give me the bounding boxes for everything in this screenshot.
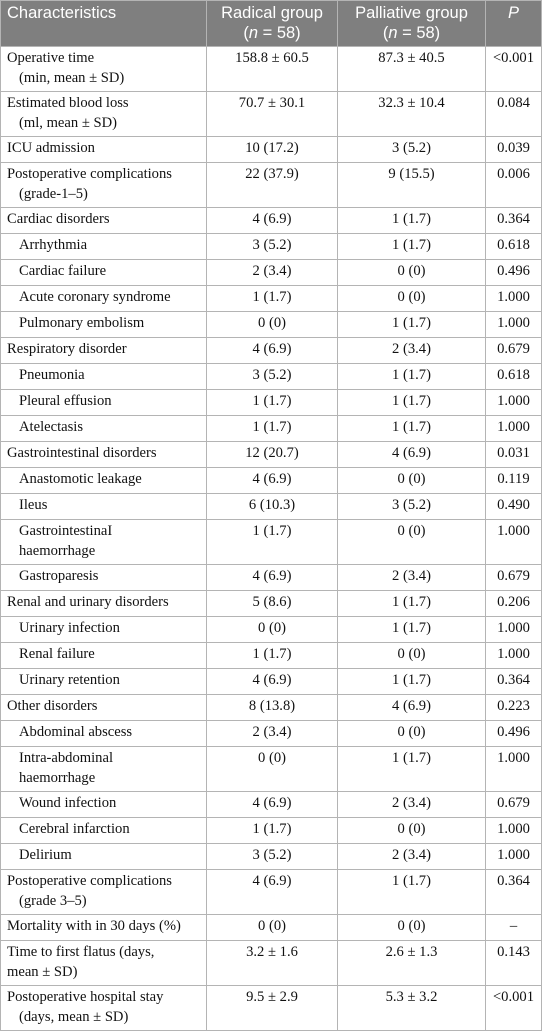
table-row bbox=[1, 669, 542, 695]
radical-group-value: 4 (6.9) bbox=[207, 468, 338, 494]
table-row bbox=[1, 137, 542, 163]
row-characteristic bbox=[1, 364, 207, 390]
palliative-group-value: 2 (3.4) bbox=[338, 792, 486, 818]
table-row bbox=[1, 792, 542, 818]
radical-group-value: 158.8 ± 60.5 bbox=[207, 47, 338, 92]
palliative-group-value: 0 (0) bbox=[338, 286, 486, 312]
characteristic-label: Arrhythmia bbox=[19, 237, 88, 253]
row-characteristic bbox=[1, 792, 207, 818]
table-row bbox=[1, 364, 542, 390]
p-value: 1.000 bbox=[486, 520, 542, 565]
table-row bbox=[1, 747, 542, 792]
characteristic-label: Cerebral infarction bbox=[19, 821, 130, 837]
radical-group-value: 1 (1.7) bbox=[207, 643, 338, 669]
table-row bbox=[1, 442, 542, 468]
radical-group-value: 1 (1.7) bbox=[207, 520, 338, 565]
characteristic-label: Renal and urinary disorders bbox=[7, 594, 169, 610]
row-characteristic bbox=[1, 941, 207, 986]
characteristic-label: Operative time bbox=[7, 50, 95, 66]
radical-group-value: 0 (0) bbox=[207, 915, 338, 941]
characteristic-sublabel: (days, mean ± SD) bbox=[19, 1008, 129, 1025]
palliative-group-value: 1 (1.7) bbox=[338, 390, 486, 416]
p-value: 0.039 bbox=[486, 137, 542, 163]
p-value: 0.496 bbox=[486, 260, 542, 286]
p-value: 0.618 bbox=[486, 234, 542, 260]
radical-group-value: 1 (1.7) bbox=[207, 286, 338, 312]
row-characteristic bbox=[1, 818, 207, 844]
p-value: 1.000 bbox=[486, 844, 542, 870]
row-characteristic bbox=[1, 643, 207, 669]
characteristic-label: Pleural effusion bbox=[19, 393, 112, 409]
table-row bbox=[1, 286, 542, 312]
table-row bbox=[1, 312, 542, 338]
p-value: 0.618 bbox=[486, 364, 542, 390]
table-row bbox=[1, 260, 542, 286]
p-value: 1.000 bbox=[486, 617, 542, 643]
p-value: 1.000 bbox=[486, 312, 542, 338]
characteristic-sublabel: (grade-1–5) bbox=[19, 185, 88, 202]
characteristic-label: Postoperative complications bbox=[7, 873, 172, 889]
table-row bbox=[1, 617, 542, 643]
table-row bbox=[1, 92, 542, 137]
row-characteristic bbox=[1, 286, 207, 312]
characteristic-label: Pneumonia bbox=[19, 367, 85, 383]
p-value: 1.000 bbox=[486, 818, 542, 844]
table-row bbox=[1, 844, 542, 870]
table-body bbox=[1, 47, 542, 1031]
palliative-group-value: 0 (0) bbox=[338, 915, 486, 941]
characteristic-label: Delirium bbox=[19, 847, 72, 863]
radical-group-value: 3 (5.2) bbox=[207, 234, 338, 260]
radical-group-value: 12 (20.7) bbox=[207, 442, 338, 468]
p-value: 1.000 bbox=[486, 643, 542, 669]
palliative-group-value: 32.3 ± 10.4 bbox=[338, 92, 486, 137]
header-p-value: P bbox=[486, 1, 542, 47]
p-value: 0.006 bbox=[486, 163, 542, 208]
radical-group-value: 4 (6.9) bbox=[207, 669, 338, 695]
row-characteristic bbox=[1, 721, 207, 747]
palliative-group-value: 1 (1.7) bbox=[338, 669, 486, 695]
row-characteristic bbox=[1, 416, 207, 442]
p-value: 0.364 bbox=[486, 208, 542, 234]
row-characteristic bbox=[1, 312, 207, 338]
palliative-group-value: 1 (1.7) bbox=[338, 591, 486, 617]
characteristic-label: Renal failure bbox=[19, 646, 95, 662]
radical-group-value: 8 (13.8) bbox=[207, 695, 338, 721]
row-characteristic bbox=[1, 915, 207, 941]
p-value: 0.031 bbox=[486, 442, 542, 468]
p-value: <0.001 bbox=[486, 986, 542, 1031]
radical-group-value: 1 (1.7) bbox=[207, 818, 338, 844]
p-value: – bbox=[486, 915, 542, 941]
row-characteristic bbox=[1, 986, 207, 1031]
row-characteristic bbox=[1, 747, 207, 792]
table-row bbox=[1, 870, 542, 915]
characteristic-label: GastrointestinaI bbox=[19, 523, 113, 539]
table-row bbox=[1, 591, 542, 617]
radical-group-value: 3 (5.2) bbox=[207, 364, 338, 390]
row-characteristic bbox=[1, 137, 207, 163]
table-row bbox=[1, 721, 542, 747]
characteristic-label: Urinary infection bbox=[19, 620, 120, 636]
palliative-group-value: 1 (1.7) bbox=[338, 617, 486, 643]
characteristic-sublabel: (grade 3–5) bbox=[19, 892, 87, 909]
table-row bbox=[1, 390, 542, 416]
characteristic-sublabel: mean ± SD) bbox=[7, 963, 78, 980]
table-row bbox=[1, 416, 542, 442]
header-palliative-n-label: n bbox=[388, 24, 398, 42]
radical-group-value: 6 (10.3) bbox=[207, 494, 338, 520]
radical-group-value: 0 (0) bbox=[207, 312, 338, 338]
radical-group-value: 9.5 ± 2.9 bbox=[207, 986, 338, 1031]
radical-group-value: 22 (37.9) bbox=[207, 163, 338, 208]
table-row bbox=[1, 695, 542, 721]
row-characteristic bbox=[1, 844, 207, 870]
radical-group-value: 4 (6.9) bbox=[207, 565, 338, 591]
characteristic-label: Postoperative hospital stay bbox=[7, 989, 164, 1005]
header-radical-n: = 58) bbox=[258, 24, 301, 42]
table-row bbox=[1, 643, 542, 669]
p-value: 1.000 bbox=[486, 390, 542, 416]
characteristic-sublabel: (ml, mean ± SD) bbox=[19, 114, 117, 131]
header-radical-label: Radical group bbox=[221, 4, 323, 22]
p-value: 0.364 bbox=[486, 669, 542, 695]
radical-group-value: 4 (6.9) bbox=[207, 208, 338, 234]
row-characteristic bbox=[1, 442, 207, 468]
palliative-group-value: 1 (1.7) bbox=[338, 208, 486, 234]
row-characteristic bbox=[1, 47, 207, 92]
palliative-group-value: 0 (0) bbox=[338, 260, 486, 286]
p-value: 0.679 bbox=[486, 565, 542, 591]
palliative-group-value: 0 (0) bbox=[338, 818, 486, 844]
row-characteristic bbox=[1, 494, 207, 520]
characteristic-label: Abdominal abscess bbox=[19, 724, 133, 740]
characteristic-sublabel: (min, mean ± SD) bbox=[19, 69, 125, 86]
header-characteristics: Characteristics bbox=[1, 1, 207, 47]
characteristic-label: Intra-abdominal bbox=[19, 750, 114, 766]
radical-group-value: 2 (3.4) bbox=[207, 260, 338, 286]
palliative-group-value: 9 (15.5) bbox=[338, 163, 486, 208]
palliative-group-value: 0 (0) bbox=[338, 721, 486, 747]
characteristic-label: Respiratory disorder bbox=[7, 341, 127, 357]
table-row bbox=[1, 818, 542, 844]
row-characteristic bbox=[1, 565, 207, 591]
characteristic-label: Mortality with in 30 days (%) bbox=[7, 918, 181, 934]
characteristic-label: Wound infection bbox=[19, 795, 117, 811]
characteristic-label: Time to first flatus (days, bbox=[7, 944, 155, 960]
row-characteristic bbox=[1, 520, 207, 565]
row-characteristic bbox=[1, 695, 207, 721]
p-value: 0.679 bbox=[486, 338, 542, 364]
row-characteristic bbox=[1, 234, 207, 260]
radical-group-value: 10 (17.2) bbox=[207, 137, 338, 163]
palliative-group-value: 3 (5.2) bbox=[338, 494, 486, 520]
palliative-group-value: 1 (1.7) bbox=[338, 364, 486, 390]
table-row bbox=[1, 338, 542, 364]
palliative-group-value: 2 (3.4) bbox=[338, 565, 486, 591]
p-value: 0.496 bbox=[486, 721, 542, 747]
palliative-group-value: 1 (1.7) bbox=[338, 870, 486, 915]
characteristic-label: Other disorders bbox=[7, 698, 98, 714]
row-characteristic bbox=[1, 163, 207, 208]
radical-group-value: 3.2 ± 1.6 bbox=[207, 941, 338, 986]
table-row bbox=[1, 520, 542, 565]
p-value: 0.490 bbox=[486, 494, 542, 520]
characteristic-label: Cardiac disorders bbox=[7, 211, 110, 227]
row-characteristic bbox=[1, 260, 207, 286]
palliative-group-value: 0 (0) bbox=[338, 520, 486, 565]
p-value: 1.000 bbox=[486, 747, 542, 792]
palliative-group-value: 87.3 ± 40.5 bbox=[338, 47, 486, 92]
palliative-group-value: 1 (1.7) bbox=[338, 416, 486, 442]
header-palliative-label: Palliative group bbox=[355, 4, 468, 22]
characteristic-label: Atelectasis bbox=[19, 419, 84, 435]
radical-group-value: 70.7 ± 30.1 bbox=[207, 92, 338, 137]
characteristic-label: Gastroparesis bbox=[19, 568, 99, 584]
characteristic-label: Ileus bbox=[19, 497, 48, 513]
p-value: 1.000 bbox=[486, 286, 542, 312]
radical-group-value: 1 (1.7) bbox=[207, 416, 338, 442]
palliative-group-value: 2 (3.4) bbox=[338, 844, 486, 870]
radical-group-value: 3 (5.2) bbox=[207, 844, 338, 870]
palliative-group-value: 0 (0) bbox=[338, 468, 486, 494]
table-row bbox=[1, 234, 542, 260]
radical-group-value: 4 (6.9) bbox=[207, 792, 338, 818]
palliative-group-value: 4 (6.9) bbox=[338, 695, 486, 721]
palliative-group-value: 2 (3.4) bbox=[338, 338, 486, 364]
radical-group-value: 4 (6.9) bbox=[207, 870, 338, 915]
header-palliative-group: Palliative group (n = 58) bbox=[338, 1, 486, 47]
p-value: 0.084 bbox=[486, 92, 542, 137]
table-header-row bbox=[1, 1, 542, 47]
p-value: 1.000 bbox=[486, 416, 542, 442]
palliative-group-value: 0 (0) bbox=[338, 643, 486, 669]
palliative-group-value: 5.3 ± 3.2 bbox=[338, 986, 486, 1031]
characteristic-label: Gastrointestinal disorders bbox=[7, 445, 157, 461]
p-value: 0.364 bbox=[486, 870, 542, 915]
palliative-group-value: 4 (6.9) bbox=[338, 442, 486, 468]
row-characteristic bbox=[1, 338, 207, 364]
palliative-group-value: 2.6 ± 1.3 bbox=[338, 941, 486, 986]
table-row bbox=[1, 47, 542, 92]
characteristic-label: Anastomotic leakage bbox=[19, 471, 142, 487]
radical-group-value: 5 (8.6) bbox=[207, 591, 338, 617]
row-characteristic bbox=[1, 617, 207, 643]
radical-group-value: 2 (3.4) bbox=[207, 721, 338, 747]
characteristic-label: Urinary retention bbox=[19, 672, 120, 688]
table-row bbox=[1, 163, 542, 208]
p-value: 0.206 bbox=[486, 591, 542, 617]
table-row bbox=[1, 208, 542, 234]
palliative-group-value: 3 (5.2) bbox=[338, 137, 486, 163]
table-row bbox=[1, 915, 542, 941]
characteristic-label: Estimated blood loss bbox=[7, 95, 129, 111]
row-characteristic bbox=[1, 591, 207, 617]
p-value: 0.679 bbox=[486, 792, 542, 818]
table-row bbox=[1, 941, 542, 986]
palliative-group-value: 1 (1.7) bbox=[338, 747, 486, 792]
row-characteristic bbox=[1, 669, 207, 695]
characteristic-label: Cardiac failure bbox=[19, 263, 107, 279]
table-row bbox=[1, 494, 542, 520]
characteristic-label: Pulmonary embolism bbox=[19, 315, 145, 331]
palliative-group-value: 1 (1.7) bbox=[338, 312, 486, 338]
characteristic-sublabel: haemorrhage bbox=[19, 769, 96, 786]
table-row bbox=[1, 468, 542, 494]
radical-group-value: 1 (1.7) bbox=[207, 390, 338, 416]
row-characteristic bbox=[1, 208, 207, 234]
characteristic-label: Postoperative complications bbox=[7, 166, 172, 182]
p-value: 0.119 bbox=[486, 468, 542, 494]
radical-group-value: 0 (0) bbox=[207, 617, 338, 643]
row-characteristic bbox=[1, 468, 207, 494]
characteristic-label: ICU admission bbox=[7, 140, 95, 156]
p-value: <0.001 bbox=[486, 47, 542, 92]
radical-group-value: 0 (0) bbox=[207, 747, 338, 792]
table-row bbox=[1, 565, 542, 591]
row-characteristic bbox=[1, 870, 207, 915]
p-value: 0.223 bbox=[486, 695, 542, 721]
header-radical-n-label: n bbox=[248, 24, 259, 42]
row-characteristic bbox=[1, 390, 207, 416]
radical-group-value: 4 (6.9) bbox=[207, 338, 338, 364]
header-radical-group: Radical group (n = 58) bbox=[207, 1, 338, 47]
p-value: 0.143 bbox=[486, 941, 542, 986]
characteristic-label: Acute coronary syndrome bbox=[19, 289, 171, 305]
header-palliative-n: = 58) bbox=[397, 24, 441, 42]
row-characteristic bbox=[1, 92, 207, 137]
table-row bbox=[1, 986, 542, 1031]
characteristic-sublabel: haemorrhage bbox=[19, 542, 96, 559]
palliative-group-value: 1 (1.7) bbox=[338, 234, 486, 260]
